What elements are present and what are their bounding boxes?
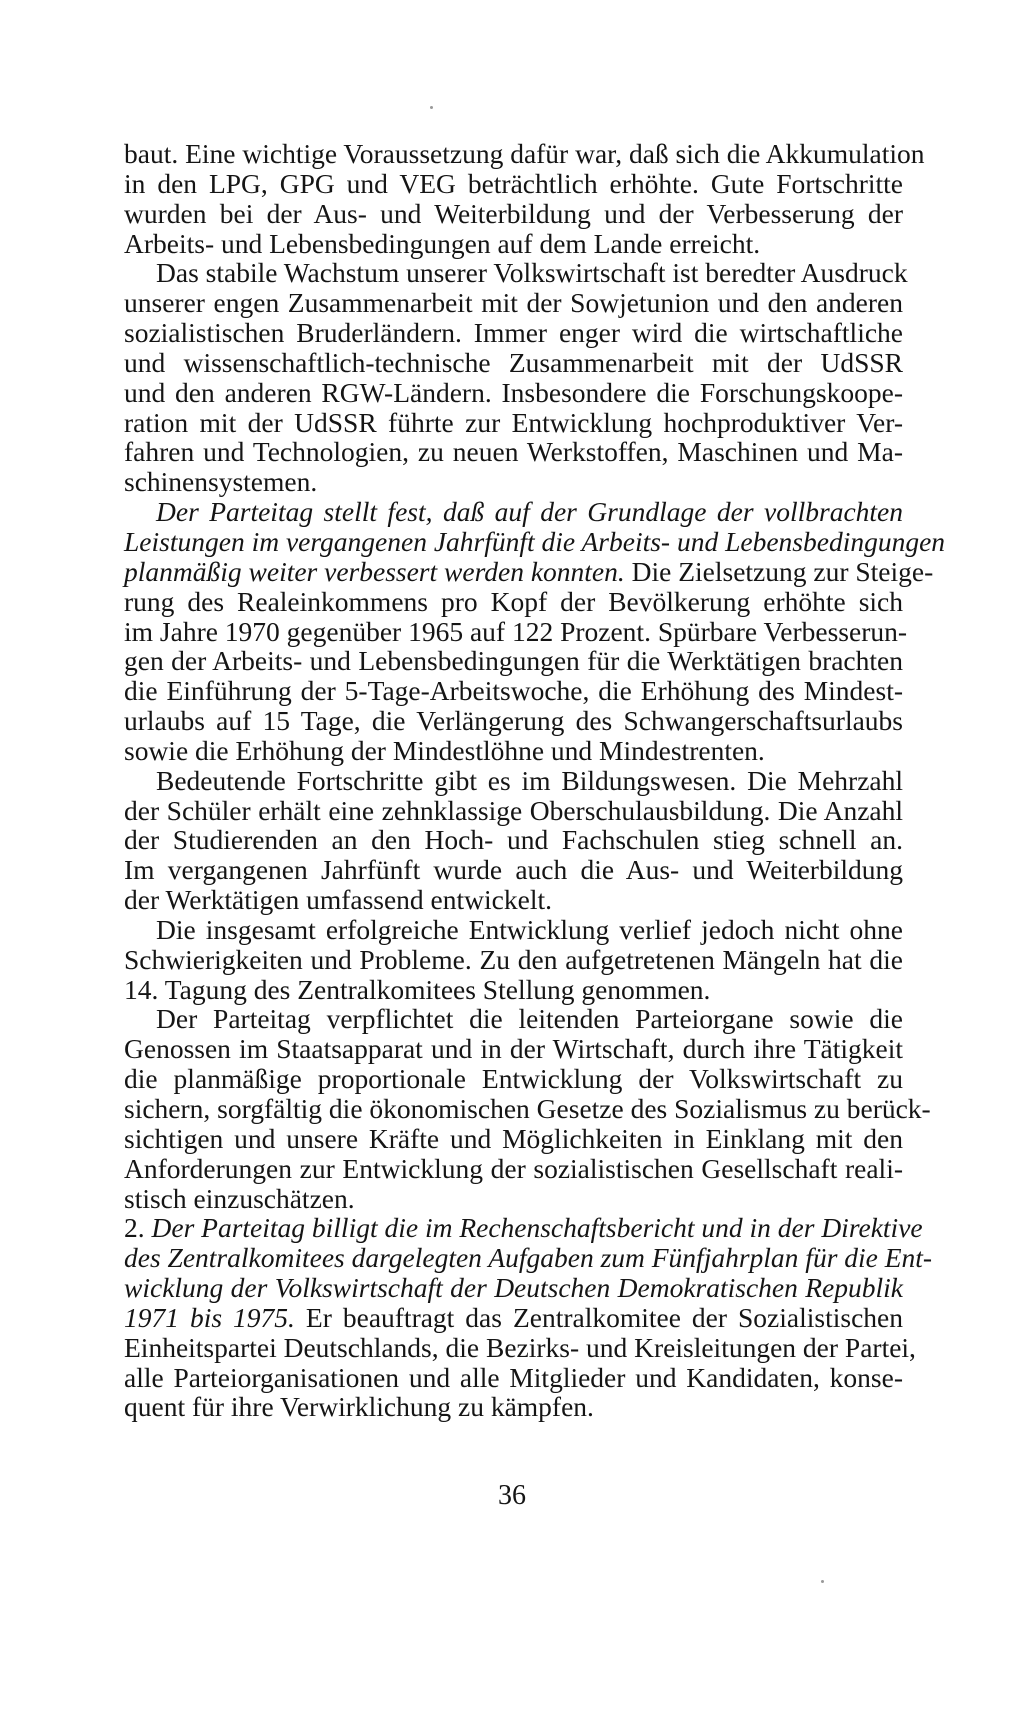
text-line [124,736,903,766]
text-run: stisch einzuschätzen. [124,1182,355,1214]
text-line [124,1124,903,1154]
text-run: sichern, sorgfältig die ökonomischen Gesetze des Sozialismus zu berück- [124,1093,931,1124]
text-run: quent für ihre Verwirklichung zu kämpfen. [124,1391,594,1423]
text-line [124,378,903,408]
text-line [124,975,903,1005]
text-line [124,615,908,647]
text-run: 2. [124,1212,152,1244]
text-run: und wissenschaftlich-technische Zusammenarbeit mit der UdSSR [124,346,903,378]
text-run: Arbeits- und Lebensbedingungen auf dem Lande erreicht. [124,227,761,259]
text-run: alle Parteiorganisationen und alle Mitglieder und Kandidaten, konse- [124,1361,903,1393]
text-line [124,138,925,169]
text-line [124,1392,903,1422]
text-line [124,885,903,915]
text-run: Er beauftragt das Zentralkomitee der Sozialistischen [294,1301,903,1333]
text-run: die planmäßige proportionale Entwicklung der Volkswirtschaft zu [124,1063,903,1095]
text-line [124,587,903,617]
text-run: und den anderen RGW-Ländern. Insbesondere die Forschungskoope- [124,376,903,408]
emphasized-text: Der Parteitag stellt fest, daß auf der Grundlage der vollbrachten [156,496,903,528]
text-run: Das stabile Wachstum unserer Volkswirtschaft ist beredter Ausdruck [156,257,908,289]
text-run: sozialistischen Bruderländern. Immer enger wird die wirtschaftliche [124,317,903,349]
text-run: 14. Tagung des Zentralkomitees Stellung genommen. [124,973,711,1005]
text-run: rung des Realeinkommens pro Kopf der Bevölkerung erhöhte sich [124,585,903,617]
text-run: fahren und Technologien, zu neuen Werkstoffen, Maschinen und Ma- [124,436,903,468]
text-run: Die Zielsetzung zur Steige- [624,555,934,587]
text-line [124,766,903,796]
text-run: Bedeutende Fortschritte gibt es im Bildungswesen. Die Mehrzahl [156,764,903,796]
text-line [124,437,903,467]
text-line [124,288,903,318]
text-line [124,796,903,826]
text-run: Die insgesamt erfolgreiche Entwicklung verlief jedoch nicht ohne [156,913,903,945]
text-line [124,646,903,676]
text-run: Im vergangenen Jahrfünft wurde auch die Aus- und Weiterbildung [124,854,903,886]
scan-speck-bottom [821,1580,824,1583]
text-run: im Jahre 1970 gegenüber 1965 auf 122 Prozent. Spürbare Verbesserun- [124,615,908,647]
text-line [124,199,903,229]
emphasized-text: 1971 bis 1975. [124,1301,295,1333]
text-line [124,555,934,587]
text-line [124,1331,916,1363]
text-run: der Studierenden an den Hoch- und Fachschulen stieg schnell an. [124,824,903,856]
text-line [124,348,903,378]
text-line [124,169,903,199]
emphasized-text: planmäßig weiter verbessert werden konnten. [124,555,625,587]
text-line [124,1004,903,1034]
emphasized-text: des Zentralkomitees dargelegten Aufgaben zum Fünfjahrplan für die Ent- [124,1242,933,1274]
text-run: Der Parteitag verpflichtet die leitenden Parteiorgane sowie die [156,1003,903,1035]
text-run: schinensystemen. [124,466,318,498]
text-run: baut. Eine wichtige Voraussetzung dafür war, daß sich die Akkumulation [124,138,925,169]
text-run: gen der Arbeits- und Lebensbedingungen für die Werktätigen brachten [124,645,903,677]
text-run: in den LPG, GPG und VEG beträchtlich erhöhte. Gute Fortschritte [124,167,903,199]
text-run: unserer engen Zusammenarbeit mit der Sowjetunion und den anderen [124,287,903,319]
emphasized-text: Leistungen im vergangenen Jahrfünft die Arbeits- und Lebensbedingungen [124,525,946,557]
text-line [124,1363,903,1393]
emphasized-text: wicklung der Volkswirtschaft der Deutschen Demokratischen Republik [124,1272,903,1304]
text-run: urlaubs auf 15 Tage, die Verlängerung des Schwangerschaftsurlaubs [124,705,903,737]
text-line [124,1303,903,1333]
text-line [124,467,903,497]
text-line [124,1212,923,1244]
text-run: die Einführung der 5-Tage-Arbeitswoche, die Erhöhung des Mindest- [124,675,903,707]
text-line [124,1242,933,1274]
page-number: 36 [498,1480,526,1511]
text-line [124,1064,903,1094]
emphasized-text: Der Parteitag billigt die im Rechenschaftsbericht und in der Direktive [151,1212,923,1244]
text-run: der Schüler erhält eine zehnklassige Oberschulausbildung. Die Anzahl [124,794,903,826]
text-line [124,1034,903,1064]
text-line [124,229,903,259]
text-line [124,676,903,706]
text-run: der Werktätigen umfassend entwickelt. [124,884,552,916]
text-line [124,1184,903,1214]
text-run: Anforderungen zur Entwicklung der sozialistischen Gesellschaft reali- [124,1152,903,1184]
text-line [124,408,903,438]
text-line [124,855,903,885]
text-run: Einheitspartei Deutschlands, die Bezirks- und Kreisleitungen der Partei, [124,1331,916,1363]
text-line [124,706,903,736]
text-line [124,1154,903,1184]
text-run: ration mit der UdSSR führte zur Entwicklung hochproduktiver Ver- [124,406,903,438]
text-run: wurden bei der Aus- und Weiterbildung und der Verbesserung der [124,197,903,229]
text-line [124,497,903,527]
text-line [124,1093,931,1124]
text-line [124,525,946,557]
text-line [124,318,903,348]
text-run: sowie die Erhöhung der Mindestlöhne und Mindestrenten. [124,734,765,766]
text-run: sichtigen und unsere Kräfte und Möglichkeiten in Einklang mit den [124,1122,903,1154]
text-line [124,945,903,975]
text-line [124,257,908,289]
scan-speck-top [430,106,433,109]
body-text [124,138,946,1423]
text-line [124,915,903,945]
text-run: Schwierigkeiten und Probleme. Zu den aufgetretenen Mängeln hat die [124,943,903,975]
text-line [124,825,903,855]
text-run: Genossen im Staatsapparat und in der Wirtschaft, durch ihre Tätigkeit [124,1033,903,1065]
text-line [124,1273,903,1303]
